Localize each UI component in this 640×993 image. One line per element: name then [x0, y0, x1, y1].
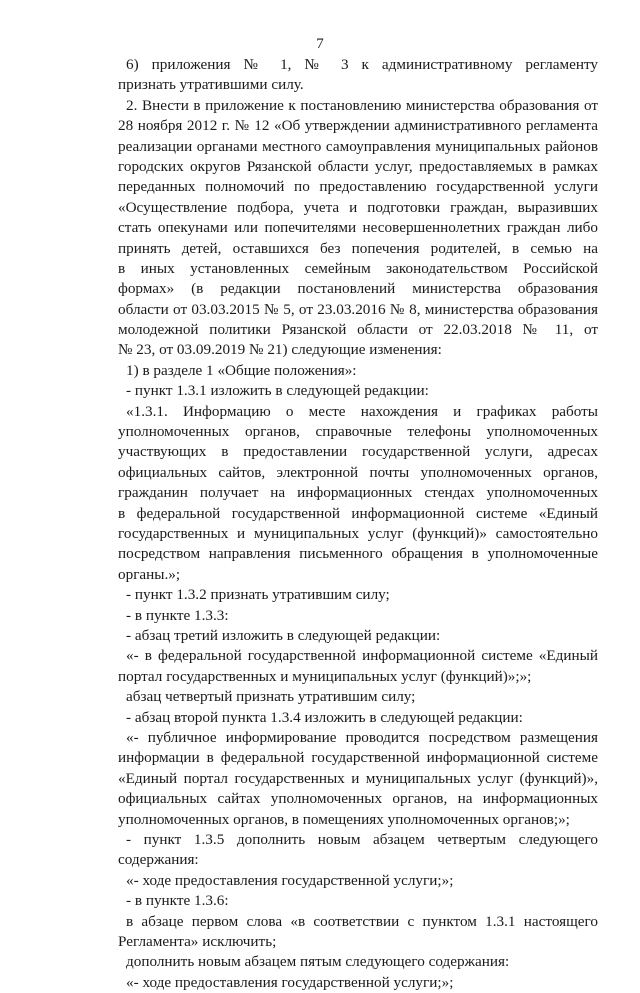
text-line: «1.3.1. Информацию о месте нахождения и графиках работы	[126, 402, 598, 420]
text-line: городских округов Рязанской области услуг, предоставляемых в рамках	[118, 157, 598, 175]
text-line: - пункт 1.3.5 дополнить новым абзацем четвертым следующего	[126, 831, 598, 849]
text-line: портал государственных и муниципальных услуг (функций)»;»;	[118, 667, 532, 685]
text-line: переданных полномочий по предоставлению государственной услуги	[118, 178, 598, 196]
text-line: «- ходе предоставления государственной услуги;»;	[126, 871, 454, 889]
text-line: участвующих в предоставлении государственной услуги, адресах	[118, 443, 598, 461]
text-line: стать опекунами или попечителями несовершеннолетних граждан либо	[118, 219, 598, 237]
text-line: реализации органами местного самоуправления муниципальных районов	[118, 137, 598, 155]
text-line: уполномоченных органов, справочные телефоны уполномоченных	[118, 423, 598, 441]
text-line: 28 ноября 2012 г. № 12 «Об утверждении административного регламента	[118, 117, 598, 135]
page-number: 7	[316, 36, 324, 52]
text-line: уполномоченных органов, в помещениях уполномоченных органов;»;	[118, 810, 570, 828]
text-line: молодежной политики Рязанской области от 22.03.2018 № 11, от	[118, 321, 598, 339]
text-line: признать утратившими силу.	[118, 76, 304, 94]
text-line: Регламента» исключить;	[118, 933, 277, 951]
text-line: органы.»;	[118, 565, 181, 583]
text-line: - пункт 1.3.2 признать утратившим силу;	[126, 586, 390, 604]
text-line: «- в федеральной государственной информационной системе «Единый	[126, 647, 598, 665]
text-line: 1) в разделе 1 «Общие положения»:	[126, 361, 357, 379]
text-line: «Осуществление подбора, учета и подготовки граждан, выразивших	[118, 198, 598, 216]
text-line: формах» (в редакции постановлений министерства образования	[118, 280, 598, 298]
text-line: «- публичное информирование проводится посредством размещения	[126, 729, 598, 747]
text-line: - пункт 1.3.1 изложить в следующей редакции:	[126, 382, 429, 400]
text-line: принять детей, оставшихся без попечения родителей, в семью на	[118, 239, 598, 257]
text-line: государственных и муниципальных услуг (функций)» самостоятельно	[118, 525, 598, 543]
text-line: № 23, от 03.09.2019 № 21) следующие изменения:	[118, 341, 442, 359]
text-line: в федеральной государственной информационной системе «Единый	[118, 504, 598, 522]
text-line: «- ходе предоставления государственной услуги;»;	[126, 973, 454, 991]
text-line: 6) приложения № 1, № 3 к административному регламенту	[126, 56, 598, 73]
text-line: 2. Внести в приложение к постановлению министерства образования от	[126, 96, 598, 114]
text-line: в абзаце первом слова «в соответствии с пунктом 1.3.1 настоящего	[126, 912, 598, 930]
text-line: дополнить новым абзацем пятым следующего содержания:	[126, 953, 510, 971]
text-line: области от 03.03.2015 № 5, от 23.03.2016 № 8, министерства образования	[118, 300, 598, 318]
text-line: посредством направления письменного обращения в уполномоченные	[118, 545, 598, 563]
text-line: - в пункте 1.3.3:	[126, 606, 229, 624]
text-line: официальных сайтов, электронной почты уполномоченных органов,	[118, 463, 598, 481]
text-line: гражданин получает на информационных стендах уполномоченных	[118, 484, 598, 502]
text-line: содержания:	[118, 851, 199, 869]
text-line: «Единый портал государственных и муниципальных услуг (функций)»,	[118, 769, 598, 787]
text-line: - абзац второй пункта 1.3.4 изложить в следующей редакции:	[126, 708, 523, 726]
text-line: - абзац третий изложить в следующей редакции:	[126, 627, 441, 645]
document-body	[118, 55, 598, 993]
text-line: - в пункте 1.3.6:	[126, 892, 229, 910]
text-line: официальных сайтах уполномоченных органов, на информационных	[118, 790, 598, 808]
text-line: информации в федеральной государственной информационной системе	[118, 749, 598, 767]
text-line: в иных установленных семейным законодательством Российской	[118, 259, 598, 277]
text-line: абзац четвертый признать утратившим силу;	[126, 688, 416, 706]
